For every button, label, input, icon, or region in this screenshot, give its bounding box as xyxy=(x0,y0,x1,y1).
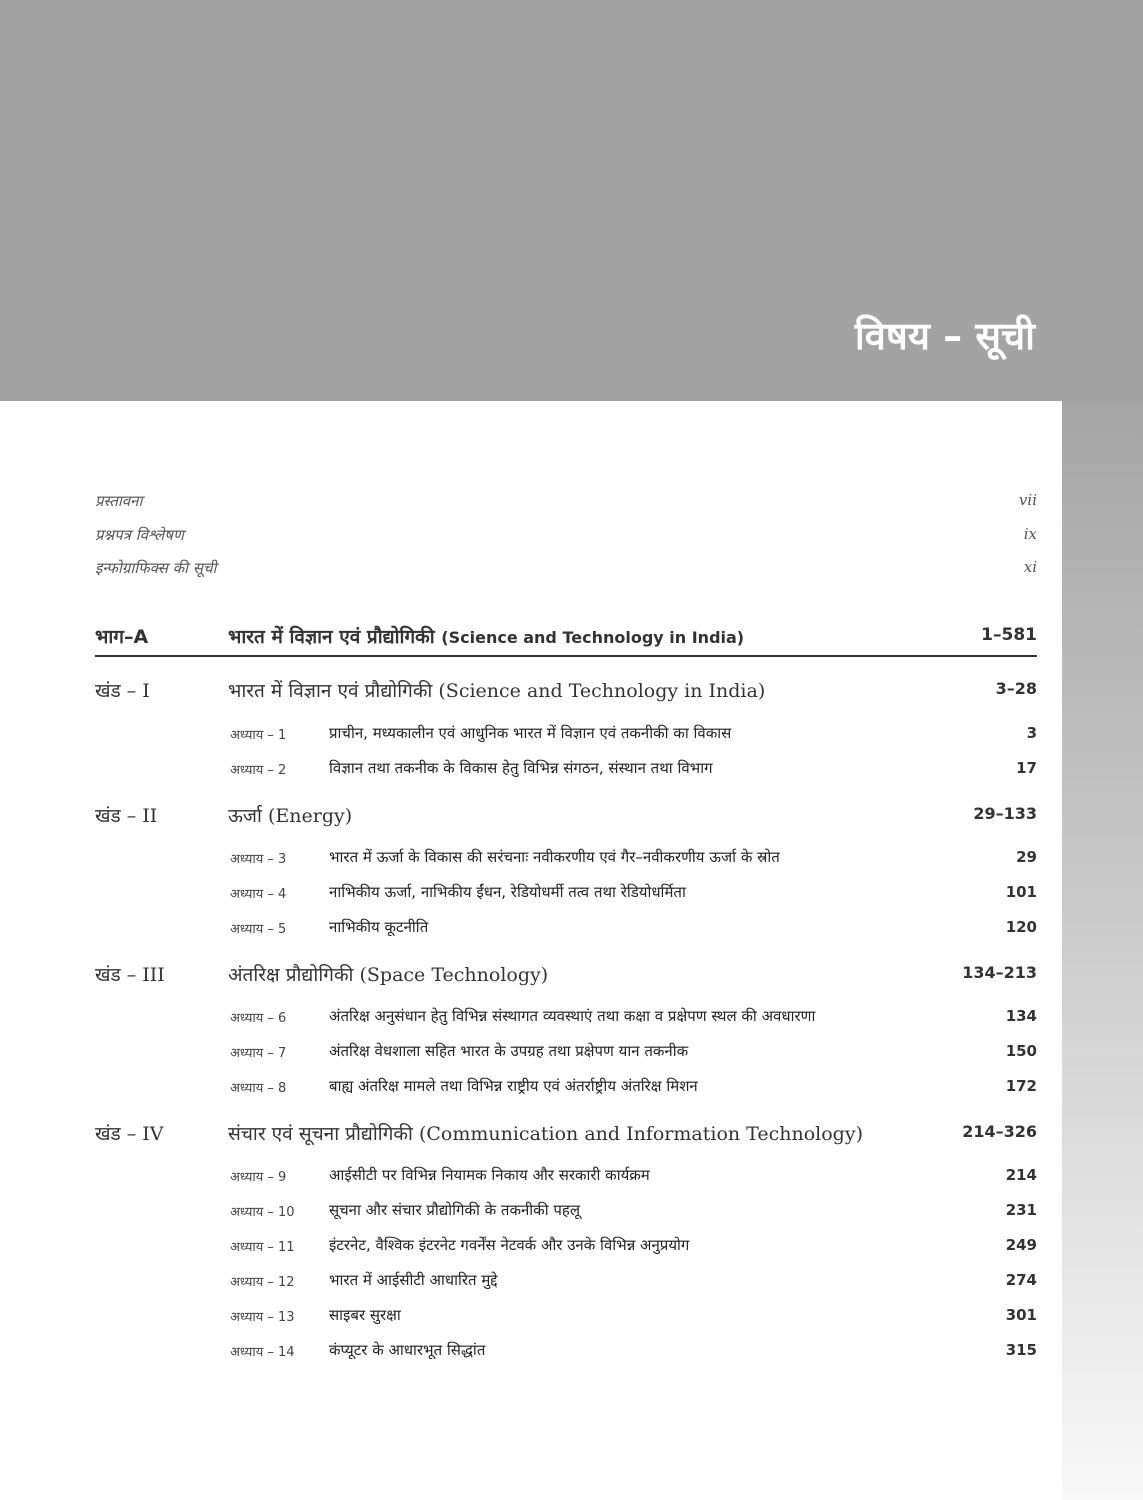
front-matter-item[interactable] xyxy=(95,558,1037,578)
chapter-title: प्राचीन, मध्यकालीन एवं आधुनिक भारत में विज्ञान एवं तकनीकी का विकास xyxy=(329,724,732,742)
front-matter-label: प्रश्नपत्र विश्लेषण xyxy=(95,526,184,544)
chapter-row[interactable] xyxy=(230,917,1037,941)
section-pages: 29–133 xyxy=(973,804,1037,823)
chapter-label: अध्याय – 5 xyxy=(230,922,287,937)
chapter-row[interactable] xyxy=(230,1340,1037,1364)
front-matter-page: vii xyxy=(1018,491,1037,509)
chapter-label: अध्याय – 1 xyxy=(230,728,287,743)
page-title: विषय – सूची xyxy=(854,314,1035,358)
chapter-page: 249 xyxy=(1005,1236,1037,1254)
section-pages: 214–326 xyxy=(962,1122,1037,1141)
front-matter-label: प्रस्तावना xyxy=(95,492,143,510)
front-matter-item[interactable] xyxy=(95,491,1037,511)
chapter-title: इंटरनेट, वैश्विक इंटरनेट गवर्नेंस नेटवर्क और उनके विभिन्न अनुप्रयोग xyxy=(329,1236,690,1254)
chapter-title: भारत में ऊर्जा के विकास की सरंचनाः नवीकरणीय एवं गैर–नवीकरणीय ऊर्जा के स्रोत xyxy=(329,848,780,866)
chapter-title: बाह्य अंतरिक्ष मामले तथा विभिन्न राष्ट्रीय एवं अंतर्राष्ट्रीय अंतरिक्ष मिशन xyxy=(329,1077,698,1095)
section-heading[interactable] xyxy=(95,961,1037,991)
chapter-page: 150 xyxy=(1005,1042,1037,1060)
front-matter-page: xi xyxy=(1023,558,1037,576)
front-matter-item[interactable] xyxy=(95,525,1037,545)
chapter-title: साइबर सुरक्षा xyxy=(329,1306,401,1324)
chapter-title: भारत में आईसीटी आधारित मुद्दे xyxy=(329,1271,498,1289)
chapter-page: 101 xyxy=(1005,883,1037,901)
chapter-title: नाभिकीय ऊर्जा, नाभिकीय ईंधन, रेडियोधर्मी तत्व तथा रेडियोधर्मिता xyxy=(329,883,686,901)
chapter-row[interactable] xyxy=(230,1305,1037,1329)
section-label: खंड – I xyxy=(95,680,150,702)
chapter-label: अध्याय – 13 xyxy=(230,1310,295,1325)
section-heading[interactable] xyxy=(95,677,1037,707)
chapter-title: विज्ञान तथा तकनीक के विकास हेतु विभिन्न संगठन, संस्थान तथा विभाग xyxy=(329,759,713,777)
chapter-title: सूचना और संचार प्रौद्योगिकी के तकनीकी पहलू xyxy=(329,1201,580,1219)
chapter-label: अध्याय – 12 xyxy=(230,1275,295,1290)
section-title: ऊर्जा (Energy) xyxy=(228,805,353,827)
section-title: अंतरिक्ष प्रौद्योगिकी (Space Technology) xyxy=(228,964,549,986)
chapter-page: 172 xyxy=(1005,1077,1037,1095)
section-heading[interactable] xyxy=(95,802,1037,832)
chapter-label: अध्याय – 4 xyxy=(230,887,287,902)
chapter-page: 3 xyxy=(1026,724,1037,742)
chapter-row[interactable] xyxy=(230,1270,1037,1294)
chapter-label: अध्याय – 8 xyxy=(230,1081,287,1096)
front-matter-label: इन्फोग्राफिक्स की सूची xyxy=(95,559,217,577)
section-label: खंड – II xyxy=(95,805,158,827)
chapter-label: अध्याय – 9 xyxy=(230,1170,287,1185)
chapter-label: अध्याय – 14 xyxy=(230,1345,295,1360)
part-label: भाग–A xyxy=(95,626,149,648)
header-band xyxy=(0,0,1143,401)
chapter-page: 214 xyxy=(1005,1166,1037,1184)
chapter-label: अध्याय – 11 xyxy=(230,1240,295,1255)
page-edge-gutter xyxy=(1062,401,1143,1500)
chapter-row[interactable] xyxy=(230,758,1037,782)
section-pages: 3–28 xyxy=(995,679,1037,698)
chapter-title: आईसीटी पर विभिन्न नियामक निकाय और सरकारी कार्यक्रम xyxy=(329,1166,650,1184)
chapter-row[interactable] xyxy=(230,1165,1037,1189)
chapter-page: 17 xyxy=(1016,759,1037,777)
chapter-row[interactable] xyxy=(230,847,1037,871)
part-title-english: (Science and Technology in India) xyxy=(441,628,745,647)
chapter-row[interactable] xyxy=(230,1006,1037,1030)
chapter-row[interactable] xyxy=(230,1235,1037,1259)
chapter-title: अंतरिक्ष अनुसंधान हेतु विभिन्न संस्थागत व्यवस्थाएं तथा कक्षा व प्रक्षेपण स्थल की अवधारणा xyxy=(329,1007,816,1025)
chapter-row[interactable] xyxy=(230,1041,1037,1065)
section-heading[interactable] xyxy=(95,1120,1037,1150)
table-of-contents xyxy=(0,401,1062,1500)
section-label: खंड – III xyxy=(95,964,165,986)
section-pages: 134–213 xyxy=(962,963,1037,982)
chapter-row[interactable] xyxy=(230,723,1037,747)
part-pages: 1–581 xyxy=(981,625,1037,645)
chapter-row[interactable] xyxy=(230,1076,1037,1100)
chapter-page: 29 xyxy=(1016,848,1037,866)
section-title: संचार एवं सूचना प्रौद्योगिकी (Communication and Information Technology) xyxy=(228,1123,863,1145)
chapter-page: 274 xyxy=(1005,1271,1037,1289)
chapter-label: अध्याय – 6 xyxy=(230,1011,287,1026)
chapter-title: नाभिकीय कूटनीति xyxy=(329,918,429,936)
chapter-label: अध्याय – 7 xyxy=(230,1046,287,1061)
chapter-label: अध्याय – 2 xyxy=(230,763,287,778)
chapter-row[interactable] xyxy=(230,1200,1037,1224)
chapter-page: 134 xyxy=(1005,1007,1037,1025)
chapter-page: 315 xyxy=(1005,1341,1037,1359)
section-label: खंड – IV xyxy=(95,1123,164,1145)
chapter-page: 120 xyxy=(1005,918,1037,936)
chapter-label: अध्याय – 10 xyxy=(230,1205,295,1220)
part-heading[interactable] xyxy=(95,621,1037,657)
front-matter-page: ix xyxy=(1023,525,1037,543)
part-title-hindi: भारत में विज्ञान एवं प्रौद्योगिकी xyxy=(228,626,435,648)
section-title: भारत में विज्ञान एवं प्रौद्योगिकी (Science and Technology in India) xyxy=(228,680,766,702)
chapter-label: अध्याय – 3 xyxy=(230,852,287,867)
chapter-page: 301 xyxy=(1005,1306,1037,1324)
chapter-title: अंतरिक्ष वेधशाला सहित भारत के उपग्रह तथा प्रक्षेपण यान तकनीक xyxy=(329,1042,689,1060)
chapter-row[interactable] xyxy=(230,882,1037,906)
chapter-page: 231 xyxy=(1005,1201,1037,1219)
part-title xyxy=(228,623,744,649)
chapter-title: कंप्यूटर के आधारभूत सिद्धांत xyxy=(329,1341,486,1359)
